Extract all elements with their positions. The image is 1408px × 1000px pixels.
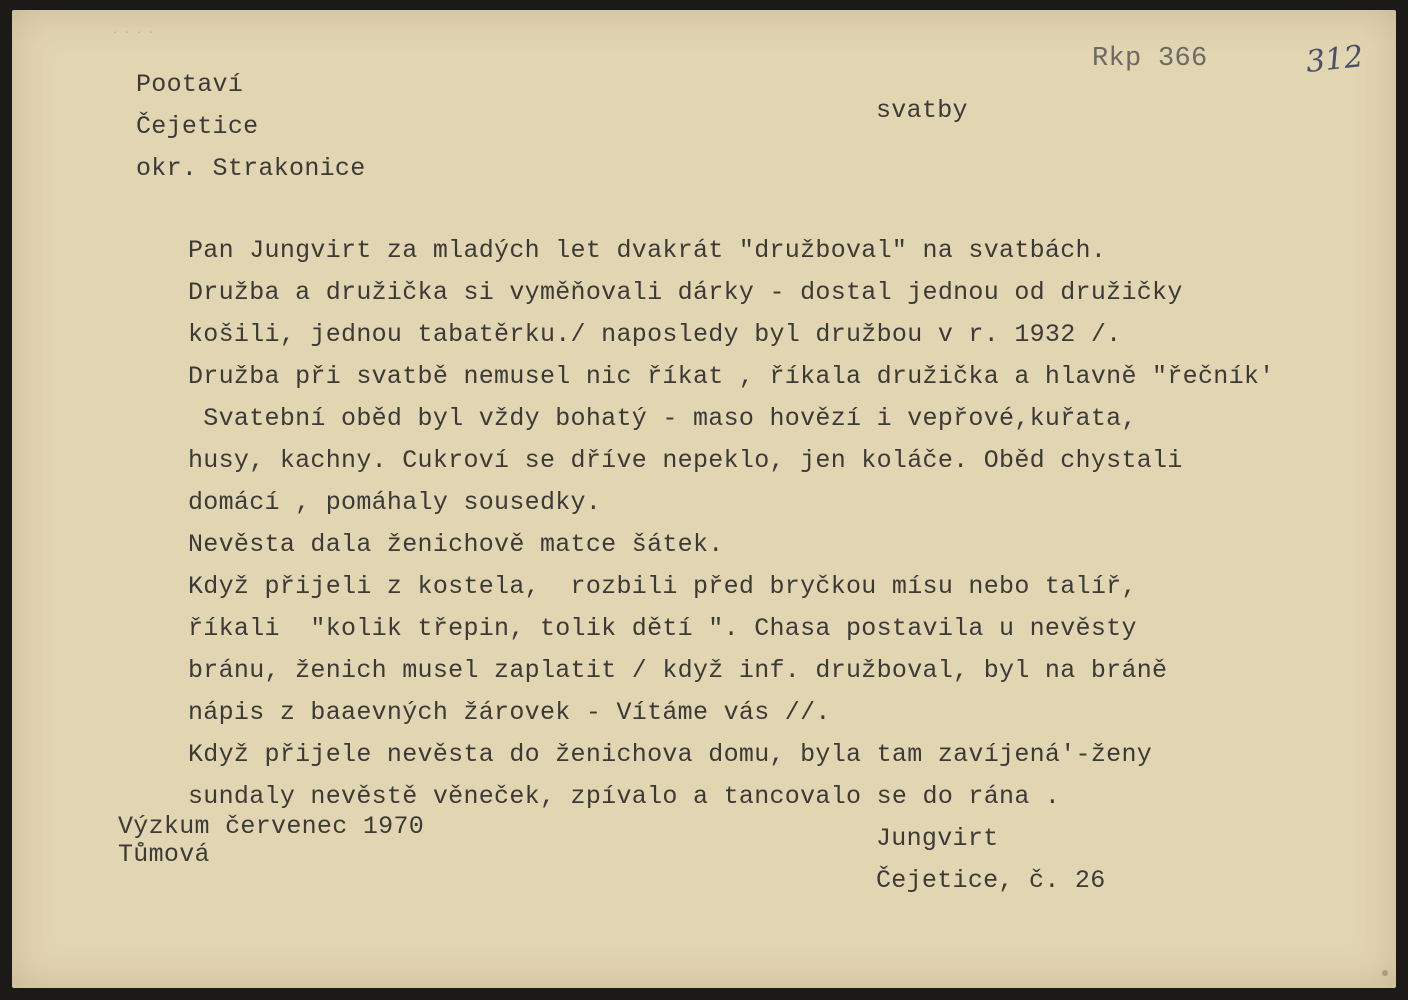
location-district: okr. Strakonice [136, 154, 366, 183]
body-line: sundaly nevěstě věneček, zpívalo a tancovalo se do rána . [188, 782, 1061, 811]
research-date: Výzkum červenec 1970 [118, 812, 425, 841]
location-village: Čejetice [136, 112, 259, 141]
body-line: Družba při svatbě nemusel nic říkat , říkala družička a hlavně "řečník' [188, 362, 1275, 391]
location-region: Pootaví [136, 70, 244, 99]
body-line: nápis z baaevných žárovek - Vítáme vás //. [188, 698, 831, 727]
body-line: Nevěsta dala ženichově matce šátek. [188, 530, 724, 559]
informant-address: Čejetice, č. 26 [876, 866, 1106, 895]
body-line: říkali "kolik třepin, tolik dětí ". Chasa postavila u nevěsty [188, 614, 1137, 643]
body-line: Svatební oběd byl vždy bohatý - maso hovězí i vepřové,kuřata, [188, 404, 1137, 433]
body-line: domácí , pomáhaly sousedky. [188, 488, 602, 517]
corner-mark [1382, 970, 1388, 976]
informant-name: Jungvirt [876, 824, 999, 853]
body-line: Když přijeli z kostela, rozbili před bryčkou mísu nebo talíř, [188, 572, 1137, 601]
body-line: košili, jednou tabatěrku./ naposledy byl družbou v r. 1932 /. [188, 320, 1122, 349]
body-line: Družba a družička si vyměňovali dárky - dostal jednou od družičky [188, 278, 1183, 307]
researcher-name: Tůmová [118, 840, 210, 869]
body-line: Když přijele nevěsta do ženichova domu, byla tam zavíjená'-ženy [188, 740, 1153, 769]
faint-stamp: · · · · [112, 28, 155, 39]
body-line: husy, kachny. Cukroví se dříve nepeklo, jen koláče. Oběd chystali [188, 446, 1183, 475]
handwritten-page-number: 312 [1304, 39, 1365, 80]
topic-heading: svatby [876, 96, 968, 125]
archive-reference: Rkp 366 [1092, 44, 1208, 74]
body-line: bránu, ženich musel zaplatit / když inf. družboval, byl na bráně [188, 656, 1168, 685]
archive-card [12, 10, 1396, 988]
body-line: Pan Jungvirt za mladých let dvakrát "družboval" na svatbách. [188, 236, 1107, 265]
